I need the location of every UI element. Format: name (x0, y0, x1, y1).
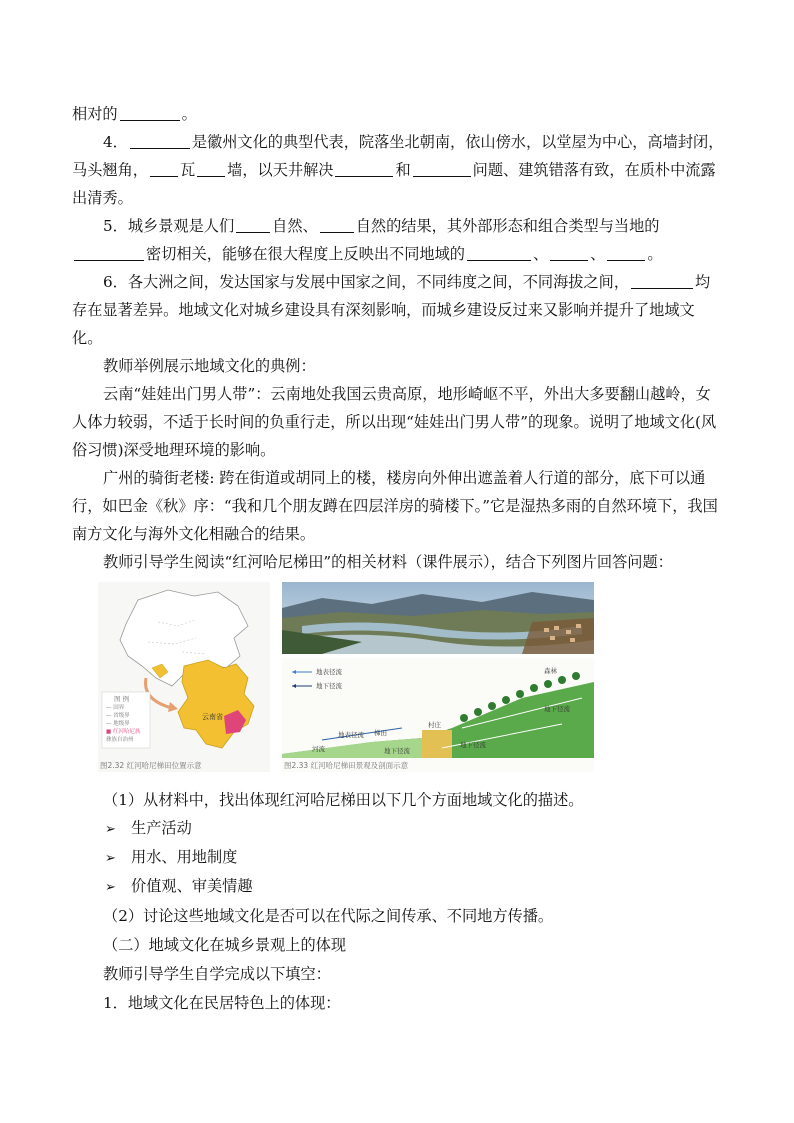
legend-item: ■ 红河哈尼族 (106, 729, 141, 735)
item-4 (72, 128, 724, 212)
bullet-item (105, 814, 192, 844)
ground-flow-label: 地下径流 (544, 705, 570, 713)
village-label: 村庄 (428, 721, 441, 729)
legend-item: 彝族自治州 (106, 737, 134, 743)
bullet-item (105, 843, 237, 873)
fill-blank[interactable] (550, 244, 588, 261)
guangzhou-example: 广州的骑街老楼: 跨在街道或胡同上的楼，楼房向外伸出遮盖着人行道的部分，底下可以通行，如巴金《秋》序：“我和几个朋友蹲在四层洋房的骑楼下。”它是湿热多雨的自然环境下，我国南方文化与海外文化相融合的结果。 (72, 469, 718, 543)
text: 均存在显著差异。地域文化对城乡建设具有深刻影响，而城乡建设反过来又影响并提升了地域文化。 (72, 273, 711, 347)
text: 闭，马头翘角， (72, 133, 724, 179)
village (522, 618, 594, 654)
fill-blank[interactable] (335, 160, 393, 177)
fill-blank[interactable] (607, 244, 645, 261)
bullet-arrow-icon: ➢ (105, 851, 116, 866)
self-study-intro: 教师引导学生自学完成以下填空： (103, 965, 331, 983)
text: 和 (395, 161, 411, 179)
text: 中流露出清秀。 (72, 161, 716, 207)
bullet-arrow-icon: ➢ (105, 822, 116, 837)
text: 、 (590, 245, 606, 263)
fill-blank[interactable] (467, 244, 531, 261)
text: 问题、建筑错落有致，在质朴 (472, 161, 671, 179)
paragraph-continuation (72, 100, 724, 128)
text: 自然的结果，其外部形态和组合类型与当地的 (355, 217, 660, 235)
legend-title: 图 例 (114, 695, 130, 703)
item-number: 4． (103, 133, 128, 151)
terrace-label: 梯田 (374, 729, 387, 737)
bullet-item (105, 872, 253, 902)
text: 瓦 (179, 161, 196, 179)
item-5 (72, 212, 724, 268)
terrace-photo (282, 582, 594, 654)
ground-flow-label: 地下径流 (384, 747, 410, 755)
china-map-graphic (98, 582, 270, 772)
diagram-caption: 图2.33 红河哈尼梯田景观及剖面示意 (284, 761, 409, 770)
teacher-example-intro: 教师举例展示地域文化的典例： (103, 357, 316, 375)
fill-blank[interactable] (236, 216, 270, 233)
hani-terrace-intro: 教师引导学生阅读“红河哈尼梯田”的相关材料（课件展示），结合下列图片回答问题： (103, 553, 673, 571)
callout-arrowhead (168, 702, 178, 712)
arrowhead (292, 670, 296, 674)
item-dwelling: 1．地域文化在民居特色上的体现： (103, 994, 341, 1012)
bullet-text: 价值观、审美情趣 (131, 877, 253, 895)
question-1: （1）从材料中，找出体现红河哈尼梯田以下几个方面地域文化的描述。 (103, 791, 584, 809)
legend-item: — 地级界 (106, 721, 130, 727)
item-6 (72, 268, 724, 352)
yunnan-label: 云南省 (202, 713, 223, 721)
ground-flow-label: 地下径流 (460, 741, 486, 749)
location-map (98, 582, 270, 772)
text: 自然、 (272, 217, 318, 235)
legend-item: — 省级界 (106, 713, 130, 719)
yunnan-province (178, 660, 254, 748)
bullet-arrow-icon: ➢ (105, 880, 116, 895)
fill-blank[interactable] (631, 272, 693, 289)
fill-blank[interactable] (197, 160, 225, 177)
arrowhead (292, 684, 296, 688)
fill-blank[interactable] (413, 160, 471, 177)
figure-hani-terraces (98, 582, 594, 772)
terrace-profile-diagram (282, 658, 594, 772)
fill-blank[interactable] (120, 104, 180, 121)
text: 相对的 (72, 105, 118, 123)
fill-blank[interactable] (74, 244, 144, 261)
map-caption: 图2.32 红河哈尼梯田位置示意 (100, 761, 202, 770)
legend-ground-flow-label: 地下径流 (316, 682, 342, 690)
text: 6．各大洲之间，发达国家与发展中国家之间，不同纬度之间，不同海拔之间， (103, 273, 630, 291)
bullet-text: 用水、用地制度 (131, 848, 238, 866)
yunnan-example: 云南“娃娃出门男人带”：云南地处我国云贵高原，地形崎岖不平，外出大多要翻山越岭，女人体力较弱，不适于长时间的负重行走，所以出现“娃娃出门男人带”的现象。说明了地域文化(风俗习惯)深受地理环境的影响。 (72, 385, 717, 459)
fill-blank[interactable] (320, 216, 354, 233)
forest-label: 森林 (544, 667, 557, 675)
text: 5．城乡景观是人们 (103, 217, 235, 235)
legend-surface-flow-label: 地表径流 (316, 668, 342, 676)
surface-flow-label: 地表径流 (338, 731, 364, 739)
terrace-photo-graphic (282, 582, 594, 654)
village-zone (422, 730, 452, 758)
text: 密切相关，能够在很大程度上反映出不同地域的 (146, 245, 465, 263)
river-label: 河流 (312, 745, 325, 753)
fill-blank[interactable] (130, 132, 190, 149)
text: 、 (532, 245, 549, 263)
text: 是徽州文化的典型代表，院落坐北朝南，依山傍水，以堂屋为中心，高墙封 (191, 133, 694, 151)
legend-item: — 国界 (106, 705, 125, 711)
section-heading-2: （二）地域文化在城乡景观上的体现 (103, 936, 346, 954)
text: 墙，以天井解决 (227, 161, 334, 179)
text: 。 (181, 105, 197, 123)
text: 。 (647, 245, 663, 263)
question-2: （2）讨论这些地域文化是否可以在代际之间传承、不同地方传播。 (103, 907, 554, 925)
fill-blank[interactable] (150, 160, 178, 177)
bullet-text: 生产活动 (131, 819, 192, 837)
